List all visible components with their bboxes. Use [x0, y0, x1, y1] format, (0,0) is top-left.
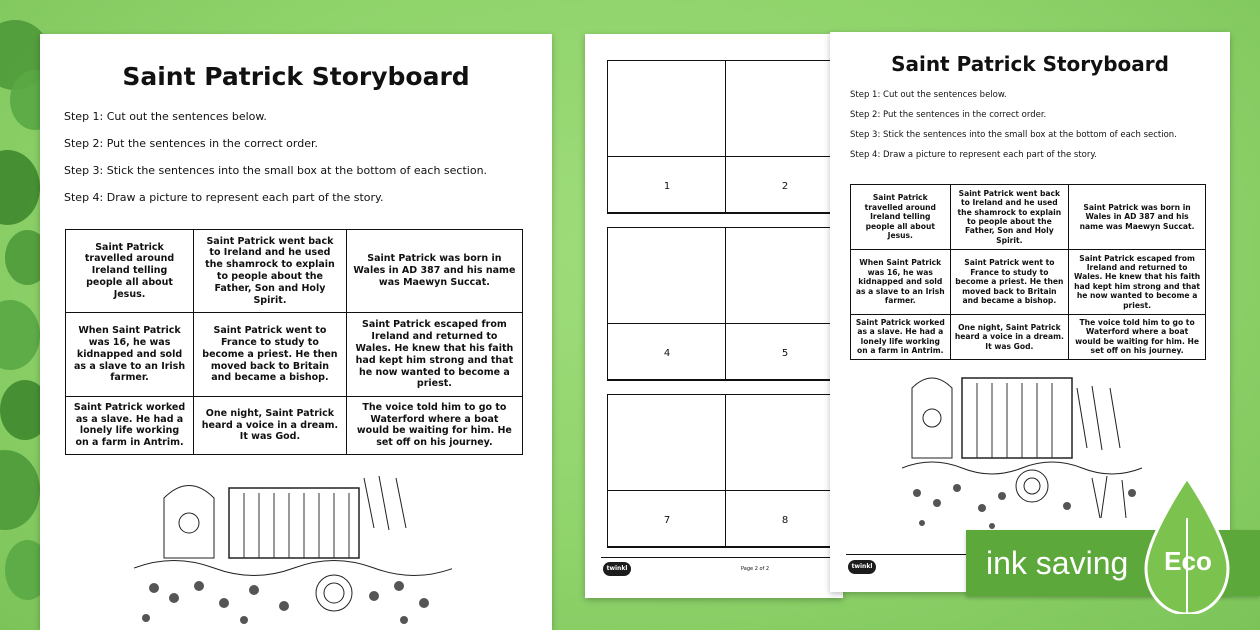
- sentence-cell: When Saint Patrick was 16, he was kidnapped and sold as a slave to an Irish farmer.: [66, 313, 194, 396]
- sentence-cell: The voice told him to go to Waterford where a boat would be waiting for him. He set off on his journey.: [1069, 314, 1206, 359]
- footer-divider: [846, 554, 986, 555]
- drawing-box: [725, 394, 844, 491]
- sentence-cell: The voice told him to go to Waterford where a boat would be waiting for him. He set off on his journey.: [346, 396, 522, 454]
- step-3: Step 3: Stick the sentences into the small box at the bottom of each section.: [64, 164, 488, 177]
- sentence-cell: One night, Saint Patrick heard a voice in a dream. It was God.: [950, 314, 1069, 359]
- story-panel-row-2: [607, 227, 843, 380]
- page-number: Page 2 of 2: [741, 566, 770, 572]
- drawing-box: [607, 227, 726, 324]
- step-1: Step 1: Cut out the sentences below.: [850, 90, 1007, 100]
- step-4: Step 4: Draw a picture to represent each part of the story.: [850, 150, 1097, 160]
- ink-saving-label: ink saving: [986, 544, 1129, 581]
- sentence-cell: Saint Patrick went back to Ireland and he used the shamrock to explain to people about the Father, Son and Holy Spirit.: [194, 230, 347, 313]
- panel-number: 8: [781, 515, 789, 526]
- drawing-box: [725, 60, 844, 157]
- worksheet-page-1: [40, 34, 552, 630]
- sentence-cell: Saint Patrick worked as a slave. He had a lonely life working on a farm in Antrim.: [66, 396, 194, 454]
- eco-label: Eco: [1164, 546, 1212, 576]
- sentence-cell: One night, Saint Patrick heard a voice in a dream. It was God.: [194, 396, 347, 454]
- drawing-box: [607, 60, 726, 157]
- footer-divider: [601, 557, 843, 558]
- panel-number: 7: [663, 515, 671, 526]
- panel-number: 4: [663, 348, 671, 359]
- step-3: Step 3: Stick the sentences into the small box at the bottom of each section.: [850, 130, 1177, 140]
- sentence-cell: Saint Patrick was born in Wales in AD 387 and his name was Maewyn Succat.: [1069, 185, 1206, 250]
- panel-number: 1: [663, 181, 671, 192]
- twinkl-logo: twinkl: [603, 562, 631, 576]
- sentence-grid: [65, 229, 523, 455]
- sentence-cell: Saint Patrick worked as a slave. He had a lonely life working on a farm in Antrim.: [851, 314, 951, 359]
- step-4: Step 4: Draw a picture to represent each part of the story.: [64, 191, 384, 204]
- twinkl-logo: twinkl: [848, 560, 876, 574]
- story-panel-row-3: [607, 394, 843, 547]
- step-2: Step 2: Put the sentences in the correct order.: [850, 110, 1047, 120]
- sentence-cell: When Saint Patrick was 16, he was kidnapped and sold as a slave to an Irish farmer.: [851, 249, 951, 314]
- story-panel-row-1: [607, 60, 843, 213]
- parade-illustration: [134, 468, 452, 630]
- sentence-cell: Saint Patrick escaped from Ireland and returned to Wales. He knew that his faith had kept him strong and that he now wanted to become a priest.: [346, 313, 522, 396]
- step-1: Step 1: Cut out the sentences below.: [64, 110, 267, 123]
- drawing-box: [607, 394, 726, 491]
- sentence-grid: [850, 184, 1206, 360]
- instructions: [64, 110, 487, 218]
- step-2: Step 2: Put the sentences in the correct order.: [64, 137, 318, 150]
- sentence-cell: Saint Patrick travelled around Ireland telling people all about Jesus.: [851, 185, 951, 250]
- panel-number: 2: [781, 181, 789, 192]
- page-title: Saint Patrick Storyboard: [122, 62, 470, 91]
- drawing-box: [725, 227, 844, 324]
- sentence-cell: Saint Patrick went to France to study to become a priest. He then moved back to Britain and became a bishop.: [950, 249, 1069, 314]
- sentence-cell: Saint Patrick escaped from Ireland and returned to Wales. He knew that his faith had kept him strong and that he now wanted to become a priest.: [1069, 249, 1206, 314]
- sentence-cell: Saint Patrick went back to Ireland and he used the shamrock to explain to people about the Father, Son and Holy Spirit.: [950, 185, 1069, 250]
- panel-number: 5: [781, 348, 789, 359]
- instructions: [850, 90, 1177, 170]
- sentence-cell: Saint Patrick travelled around Ireland telling people all about Jesus.: [66, 230, 194, 313]
- parade-illustration: [902, 368, 1148, 534]
- page-title: Saint Patrick Storyboard: [891, 52, 1169, 76]
- worksheet-page-2: [585, 34, 843, 598]
- sentence-cell: Saint Patrick went to France to study to become a priest. He then moved back to Britain and became a bishop.: [194, 313, 347, 396]
- sentence-cell: Saint Patrick was born in Wales in AD 387 and his name was Maewyn Succat.: [346, 230, 522, 313]
